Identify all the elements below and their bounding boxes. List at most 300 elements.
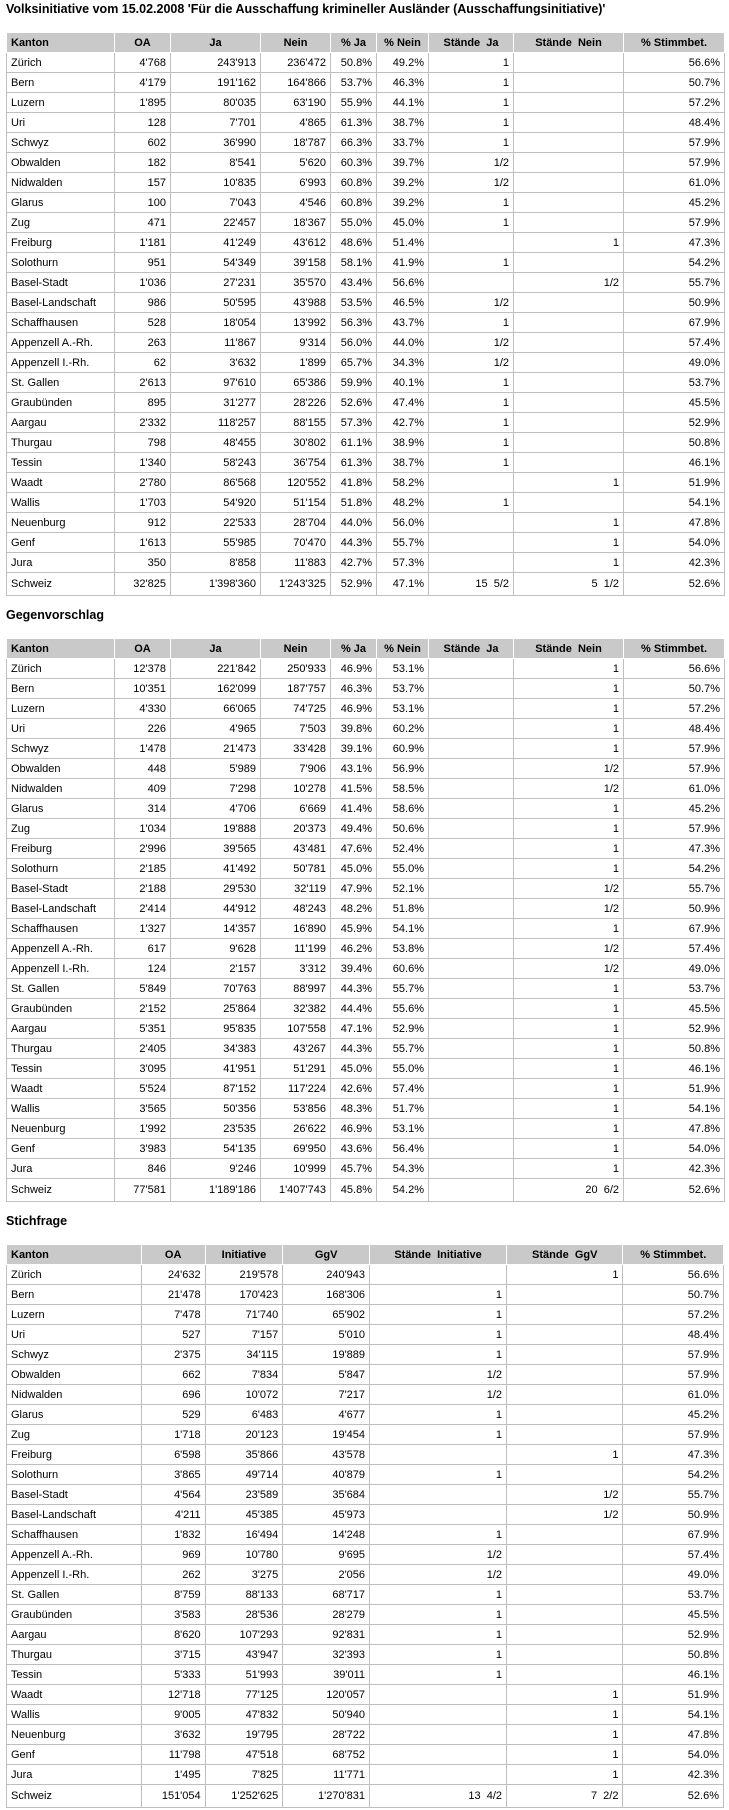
canton-cell: Neuenburg [7, 1725, 142, 1745]
value-cell: 41'249 [171, 233, 261, 253]
value-cell [429, 1159, 514, 1179]
value-cell: 7'701 [171, 113, 261, 133]
value-cell [507, 1385, 623, 1405]
value-cell [429, 759, 514, 779]
value-cell [514, 133, 624, 153]
value-cell: 10'780 [205, 1545, 283, 1565]
canton-cell: Solothurn [7, 253, 115, 273]
value-cell: 8'858 [171, 553, 261, 573]
value-cell: 48.4% [623, 1325, 724, 1345]
value-cell: 1 [429, 93, 514, 113]
value-cell: 28'226 [261, 393, 331, 413]
table-row [7, 473, 725, 493]
table-row [7, 779, 725, 799]
table-row [7, 233, 725, 253]
table-row [7, 533, 725, 553]
value-cell [429, 919, 514, 939]
value-cell: 44.3% [331, 533, 377, 553]
value-cell: 1 [514, 979, 624, 999]
value-cell: 24'632 [141, 1265, 205, 1285]
value-cell: 10'072 [205, 1385, 283, 1405]
value-cell [507, 1305, 623, 1325]
value-cell: 71'740 [205, 1305, 283, 1325]
value-cell: 54.1% [623, 1705, 724, 1725]
value-cell: 3'275 [205, 1565, 283, 1585]
value-cell: 471 [115, 213, 171, 233]
column-header: Stände Nein [514, 639, 624, 659]
value-cell: 55.7% [377, 1039, 429, 1059]
value-cell: 54.2% [624, 859, 725, 879]
value-cell: 5 1/2 [514, 573, 624, 596]
value-cell: 38.9% [377, 433, 429, 453]
value-cell: 10'278 [261, 779, 331, 799]
value-cell: 46.3% [377, 73, 429, 93]
value-cell: 8'759 [141, 1585, 205, 1605]
value-cell: 187'757 [261, 679, 331, 699]
value-cell: 47.3% [624, 839, 725, 859]
value-cell: 1'613 [115, 533, 171, 553]
value-cell: 2'185 [115, 859, 171, 879]
value-cell: 1'895 [115, 93, 171, 113]
value-cell [429, 679, 514, 699]
canton-cell: Neuenburg [7, 513, 115, 533]
value-cell: 43'481 [261, 839, 331, 859]
canton-cell: Tessin [7, 1665, 142, 1685]
value-cell: 1/2 [514, 759, 624, 779]
value-cell: 9'246 [171, 1159, 261, 1179]
value-cell: 54.2% [624, 253, 725, 273]
value-cell: 262 [141, 1565, 205, 1585]
value-cell: 92'831 [283, 1625, 370, 1645]
table-row [7, 93, 725, 113]
value-cell: 46.1% [624, 453, 725, 473]
value-cell: 1'495 [141, 1765, 205, 1785]
value-cell: 1 [507, 1685, 623, 1705]
value-cell: 57.2% [624, 699, 725, 719]
table-row [7, 979, 725, 999]
value-cell: 1 [429, 113, 514, 133]
value-cell: 40'879 [283, 1465, 370, 1485]
column-header: Stände GgV [507, 1245, 623, 1265]
value-cell: 226 [115, 719, 171, 739]
canton-cell: Obwalden [7, 1365, 142, 1385]
value-cell [429, 659, 514, 679]
value-cell: 162'099 [171, 679, 261, 699]
value-cell: 951 [115, 253, 171, 273]
canton-cell: Luzern [7, 699, 115, 719]
value-cell: 69'950 [261, 1139, 331, 1159]
value-cell: 67.9% [624, 313, 725, 333]
value-cell: 1 [370, 1345, 507, 1365]
value-cell: 61.3% [331, 113, 377, 133]
value-cell: 240'943 [283, 1265, 370, 1285]
table-row [7, 1079, 725, 1099]
value-cell: 46.5% [377, 293, 429, 313]
value-cell: 49'714 [205, 1465, 283, 1485]
table-row [7, 699, 725, 719]
table-row [7, 453, 725, 473]
value-cell [514, 373, 624, 393]
value-cell: 39.4% [331, 959, 377, 979]
table-row [7, 353, 725, 373]
value-cell: 31'277 [171, 393, 261, 413]
value-cell: 45.2% [624, 193, 725, 213]
canton-cell: Obwalden [7, 153, 115, 173]
value-cell: 1/2 [514, 779, 624, 799]
canton-cell: Tessin [7, 453, 115, 473]
canton-cell: Aargau [7, 413, 115, 433]
table-row [7, 1465, 724, 1485]
value-cell: 56.4% [377, 1139, 429, 1159]
value-cell: 45'385 [205, 1505, 283, 1525]
value-cell [507, 1425, 623, 1445]
column-header: % Stimmbet. [624, 639, 725, 659]
value-cell: 51'291 [261, 1059, 331, 1079]
value-cell: 56.6% [624, 659, 725, 679]
value-cell: 49.4% [331, 819, 377, 839]
table-row [7, 433, 725, 453]
table-row [7, 1545, 724, 1565]
value-cell: 53.1% [377, 1119, 429, 1139]
value-cell: 1 [514, 859, 624, 879]
value-cell: 52.9% [623, 1625, 724, 1645]
value-cell: 1 [507, 1725, 623, 1745]
value-cell: 57.9% [623, 1345, 724, 1365]
value-cell: 12'378 [115, 659, 171, 679]
value-cell: 57.2% [623, 1305, 724, 1325]
canton-cell: Basel-Landschaft [7, 899, 115, 919]
canton-cell: Basel-Stadt [7, 879, 115, 899]
value-cell [370, 1505, 507, 1525]
value-cell: 1 [514, 1019, 624, 1039]
value-cell: 34'383 [171, 1039, 261, 1059]
value-cell: 39'565 [171, 839, 261, 859]
canton-cell: Waadt [7, 473, 115, 493]
value-cell: 54.0% [623, 1745, 724, 1765]
value-cell: 21'473 [171, 739, 261, 759]
value-cell: 47.3% [623, 1445, 724, 1465]
value-cell: 6'669 [261, 799, 331, 819]
value-cell: 50.8% [624, 1039, 725, 1059]
table-row [7, 1705, 724, 1725]
table-row [7, 333, 725, 353]
value-cell: 4'546 [261, 193, 331, 213]
value-cell [429, 719, 514, 739]
value-cell: 45.9% [331, 919, 377, 939]
column-header: GgV [283, 1245, 370, 1265]
value-cell: 3'715 [141, 1645, 205, 1665]
value-cell: 46.9% [331, 659, 377, 679]
value-cell: 1 [370, 1645, 507, 1665]
value-cell: 48.4% [624, 113, 725, 133]
value-cell [370, 1705, 507, 1725]
value-cell: 45.5% [624, 999, 725, 1019]
canton-cell: Appenzell I.-Rh. [7, 959, 115, 979]
canton-cell: Tessin [7, 1059, 115, 1079]
value-cell: 56.6% [377, 273, 429, 293]
table-row [7, 759, 725, 779]
table-row [7, 659, 725, 679]
value-cell: 1/2 [507, 1505, 623, 1525]
value-cell: 11'883 [261, 553, 331, 573]
value-cell: 1 [514, 1059, 624, 1079]
value-cell: 61.1% [331, 433, 377, 453]
value-cell: 448 [115, 759, 171, 779]
value-cell: 45.5% [624, 393, 725, 413]
value-cell: 50.8% [331, 53, 377, 73]
value-cell: 46.1% [624, 1059, 725, 1079]
value-cell: 50.9% [624, 899, 725, 919]
value-cell: 2'188 [115, 879, 171, 899]
value-cell: 68'752 [283, 1745, 370, 1765]
value-cell [507, 1665, 623, 1685]
value-cell: 662 [141, 1365, 205, 1385]
value-cell: 10'999 [261, 1159, 331, 1179]
value-cell: 54.3% [377, 1159, 429, 1179]
value-cell: 48.2% [377, 493, 429, 513]
table-row [7, 1039, 725, 1059]
value-cell: 1'189'186 [171, 1179, 261, 1202]
value-cell: 1'252'625 [205, 1785, 283, 1808]
column-header: OA [115, 33, 171, 53]
value-cell: 36'990 [171, 133, 261, 153]
table-row [7, 133, 725, 153]
value-cell: 35'684 [283, 1485, 370, 1505]
table-row [7, 1285, 724, 1305]
value-cell: 1'036 [115, 273, 171, 293]
value-cell: 16'890 [261, 919, 331, 939]
value-cell: 44.4% [331, 999, 377, 1019]
value-cell: 51.8% [377, 899, 429, 919]
table-row [7, 373, 725, 393]
value-cell: 52.4% [377, 839, 429, 859]
value-cell: 45.5% [623, 1605, 724, 1625]
value-cell: 57.3% [331, 413, 377, 433]
column-header: % Stimmbet. [623, 1245, 724, 1265]
value-cell: 47.4% [377, 393, 429, 413]
value-cell [429, 1019, 514, 1039]
table-row [7, 839, 725, 859]
value-cell: 45.2% [624, 799, 725, 819]
value-cell: 97'610 [171, 373, 261, 393]
value-cell [429, 273, 514, 293]
canton-cell: Schwyz [7, 133, 115, 153]
value-cell [429, 879, 514, 899]
value-cell [514, 153, 624, 173]
value-cell: 1/2 [429, 293, 514, 313]
value-cell: 120'057 [283, 1685, 370, 1705]
value-cell: 70'470 [261, 533, 331, 553]
value-cell: 67.9% [623, 1525, 724, 1545]
value-cell: 1'478 [115, 739, 171, 759]
value-cell [370, 1685, 507, 1705]
canton-cell: Zürich [7, 1265, 142, 1285]
value-cell: 44.3% [331, 1039, 377, 1059]
column-header: Kanton [7, 1245, 142, 1265]
value-cell: 157 [115, 173, 171, 193]
value-cell: 43'267 [261, 1039, 331, 1059]
value-cell [429, 979, 514, 999]
value-cell: 57.9% [623, 1365, 724, 1385]
value-cell [514, 313, 624, 333]
value-cell [514, 93, 624, 113]
column-header: Ja [171, 639, 261, 659]
value-cell: 53.8% [377, 939, 429, 959]
value-cell: 221'842 [171, 659, 261, 679]
value-cell: 58'243 [171, 453, 261, 473]
value-cell: 3'632 [141, 1725, 205, 1745]
canton-cell: Schaffhausen [7, 1525, 142, 1545]
value-cell [429, 739, 514, 759]
value-cell: 2'996 [115, 839, 171, 859]
value-cell: 1/2 [429, 353, 514, 373]
canton-cell: Thurgau [7, 1039, 115, 1059]
value-cell: 1 [507, 1705, 623, 1725]
value-cell: 7'478 [141, 1305, 205, 1325]
value-cell [514, 173, 624, 193]
value-cell: 86'568 [171, 473, 261, 493]
table-row [7, 1325, 724, 1345]
value-cell: 314 [115, 799, 171, 819]
value-cell: 65'386 [261, 373, 331, 393]
value-cell: 47.1% [377, 573, 429, 596]
table-row [7, 193, 725, 213]
value-cell [429, 699, 514, 719]
value-cell: 80'035 [171, 93, 261, 113]
value-cell: 35'570 [261, 273, 331, 293]
value-cell: 1 [429, 213, 514, 233]
value-cell: 30'802 [261, 433, 331, 453]
value-cell: 28'536 [205, 1605, 283, 1625]
canton-cell: Bern [7, 73, 115, 93]
value-cell: 1 [514, 659, 624, 679]
table-row [7, 959, 725, 979]
column-header: Ja [171, 33, 261, 53]
table-row [7, 1485, 724, 1505]
value-cell [507, 1645, 623, 1665]
value-cell: 33.7% [377, 133, 429, 153]
value-cell: 409 [115, 779, 171, 799]
value-cell: 182 [115, 153, 171, 173]
value-cell: 1 [370, 1425, 507, 1445]
table-row [7, 879, 725, 899]
value-cell: 19'454 [283, 1425, 370, 1445]
value-cell: 9'695 [283, 1545, 370, 1565]
value-cell: 88'133 [205, 1585, 283, 1605]
value-cell: 5'010 [283, 1325, 370, 1345]
value-cell: 19'888 [171, 819, 261, 839]
value-cell: 52.9% [624, 413, 725, 433]
canton-cell: Appenzell I.-Rh. [7, 353, 115, 373]
value-cell [514, 493, 624, 513]
column-header: % Nein [377, 33, 429, 53]
value-cell: 34'115 [205, 1345, 283, 1365]
value-cell: 3'632 [171, 353, 261, 373]
value-cell: 54'920 [171, 493, 261, 513]
value-cell: 34.3% [377, 353, 429, 373]
value-cell: 53.5% [331, 293, 377, 313]
value-cell: 1/2 [514, 959, 624, 979]
value-cell: 2'157 [171, 959, 261, 979]
value-cell: 57.4% [377, 1079, 429, 1099]
value-cell: 4'706 [171, 799, 261, 819]
value-cell: 45.8% [331, 1179, 377, 1202]
value-cell: 53.7% [623, 1585, 724, 1605]
value-cell: 39.2% [377, 173, 429, 193]
value-cell: 2'405 [115, 1039, 171, 1059]
value-cell [429, 1079, 514, 1099]
table-row [7, 1345, 724, 1365]
value-cell: 18'367 [261, 213, 331, 233]
value-cell: 57.9% [624, 739, 725, 759]
canton-cell: Luzern [7, 93, 115, 113]
canton-cell: Nidwalden [7, 779, 115, 799]
value-cell: 969 [141, 1545, 205, 1565]
value-cell: 55.7% [624, 879, 725, 899]
value-cell: 88'155 [261, 413, 331, 433]
value-cell: 41'951 [171, 1059, 261, 1079]
value-cell: 50'940 [283, 1705, 370, 1725]
value-cell: 3'565 [115, 1099, 171, 1119]
value-cell [370, 1445, 507, 1465]
value-cell: 5'524 [115, 1079, 171, 1099]
value-cell: 66'065 [171, 699, 261, 719]
value-cell: 60.2% [377, 719, 429, 739]
table-row [7, 1019, 725, 1039]
value-cell: 55.7% [377, 533, 429, 553]
value-cell: 50.9% [624, 293, 725, 313]
value-cell: 56.6% [623, 1265, 724, 1285]
value-cell: 61.0% [624, 779, 725, 799]
value-cell: 60.8% [331, 193, 377, 213]
value-cell: 57.9% [623, 1425, 724, 1445]
value-cell: 986 [115, 293, 171, 313]
value-cell: 18'054 [171, 313, 261, 333]
table-row [7, 739, 725, 759]
value-cell: 63'190 [261, 93, 331, 113]
value-cell: 49.0% [624, 959, 725, 979]
value-cell: 52.6% [624, 1179, 725, 1202]
value-cell: 3'583 [141, 1605, 205, 1625]
value-cell: 20'123 [205, 1425, 283, 1445]
value-cell: 19'795 [205, 1725, 283, 1745]
value-cell: 168'306 [283, 1285, 370, 1305]
value-cell: 44'912 [171, 899, 261, 919]
value-cell: 42.7% [377, 413, 429, 433]
value-cell: 7'217 [283, 1385, 370, 1405]
value-cell: 50.8% [624, 433, 725, 453]
value-cell: 1/2 [514, 879, 624, 899]
table-row [7, 1139, 725, 1159]
value-cell: 51.9% [623, 1685, 724, 1705]
table-row [7, 1159, 725, 1179]
value-cell: 53.1% [377, 659, 429, 679]
canton-cell: Freiburg [7, 839, 115, 859]
value-cell: 1 [514, 719, 624, 739]
value-cell: 39.8% [331, 719, 377, 739]
value-cell: 32'393 [283, 1645, 370, 1665]
value-cell: 77'581 [115, 1179, 171, 1202]
value-cell: 107'558 [261, 1019, 331, 1039]
value-cell: 48.3% [331, 1099, 377, 1119]
canton-cell: Jura [7, 1159, 115, 1179]
table-header-row [7, 1245, 724, 1265]
value-cell: 4'768 [115, 53, 171, 73]
value-cell: 2'152 [115, 999, 171, 1019]
table-row [7, 273, 725, 293]
value-cell: 250'933 [261, 659, 331, 679]
value-cell: 3'095 [115, 1059, 171, 1079]
